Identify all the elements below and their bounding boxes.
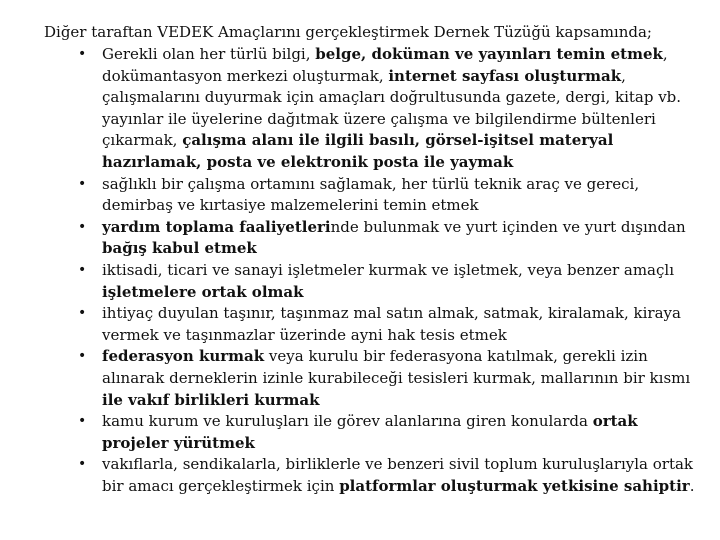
- bullet-text-bold: ortak projeler yürütmek: [102, 412, 638, 452]
- bullet-dot-icon: •: [78, 218, 87, 235]
- bullet-text: iktisadi, ticari ve sanayi işletmeler kurmak ve işletmek, veya benzer amaçlı: [102, 260, 674, 279]
- bullet-text-bold: işletmelere ortak olmak: [102, 282, 304, 301]
- bullet-text: nde bulunmak ve yurt içinden ve yurt dışından: [330, 217, 686, 236]
- bullet-dot-icon: •: [78, 305, 87, 322]
- bullet-text: vakıflarla, sendikalarla, birliklerle ve benzeri sivil toplum kuruluşlarıyla ortak bir amacı gerçekleştirmek için: [102, 455, 693, 495]
- bullet-dot-icon: •: [78, 456, 87, 473]
- bullet-text: Gerekli olan her türlü bilgi,: [102, 45, 316, 63]
- bullet-item: [0, 303, 720, 346]
- bullet-text: , dokümantasyon merkezi oluşturmak,: [102, 45, 668, 85]
- bullet-item: [0, 217, 720, 260]
- bullet-dot-icon: •: [78, 46, 87, 62]
- intro-line: Diğer taraftan VEDEK Amaçlarını gerçekleştirmek Dernek Tüzüğü kapsamında;: [44, 23, 652, 41]
- bullet-text-bold: yardım toplama faaliyetleri: [102, 217, 331, 236]
- bullet-text-bold: platformlar oluşturmak yetkisine sahiptir: [339, 476, 690, 495]
- bullet-dot-icon: •: [78, 413, 87, 430]
- bullet-item: [0, 260, 720, 303]
- bullet-text: sağlıklı bir çalışma ortamını sağlamak, her türlü teknik araç ve gereci, demirbaş ve kırtasiye malzemelerini temin etmek: [102, 174, 640, 215]
- bullet-dot-icon: •: [78, 261, 87, 278]
- bullet-list: [0, 44, 720, 497]
- bullet-text-bold: çalışma alanı ile ilgili basılı, görsel-işitsel materyal hazırlamak, posta ve elektronik posta ile yaymak: [102, 131, 614, 171]
- bullet-dot-icon: •: [78, 175, 87, 192]
- bullet-dot-icon: •: [78, 348, 87, 365]
- bullet-item: [0, 346, 720, 411]
- bullet-text: kamu kurum ve kuruluşları ile görev alanlarına giren konularda: [102, 412, 593, 431]
- bullet-text-bold: internet sayfası oluşturmak: [388, 66, 622, 85]
- bullet-text: .: [689, 476, 695, 495]
- bullet-text-bold: bağış kabul etmek: [102, 239, 257, 258]
- bullet-text-bold: federasyon kurmak: [102, 347, 265, 366]
- bullet-item: [0, 454, 720, 497]
- bullet-item: [0, 174, 720, 217]
- bullet-item: [0, 44, 720, 174]
- bullet-text: veya kurulu bir federasyona katılmak, gerekli izin alınarak derneklerin izinle kurabileceği tesisleri kurmak, mallarının bir kısmı: [102, 347, 691, 387]
- bullet-text-bold: ile vakıf birlikleri kurmak: [102, 390, 320, 409]
- bullet-text: , çalışmalarını duyurmak için amaçları doğrultusunda gazete, dergi, kitap vb. yayınlar ile üyelerine dağıtmak üzere çalışma ve bilgilendirme bültenleri çıkarmak,: [102, 66, 682, 150]
- bullet-text-bold: belge, doküman ve yayınları temin etmek: [315, 45, 663, 63]
- bullet-text: ihtiyaç duyulan taşınır, taşınmaz mal satın almak, satmak, kiralamak, kiraya vermek ve taşınmazlar üzerinde ayni hak tesis etmek: [102, 304, 681, 344]
- bullet-item: [0, 411, 720, 454]
